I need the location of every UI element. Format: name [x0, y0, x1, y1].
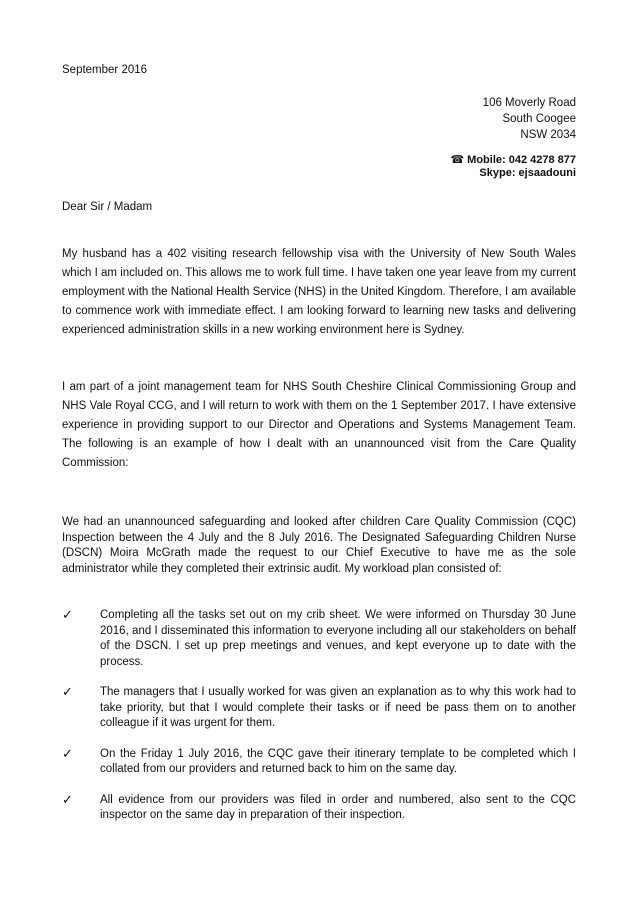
salutation: Dear Sir / Madam: [62, 201, 153, 213]
contact-details: [450, 154, 576, 180]
checkmark-icon: ✓: [62, 792, 73, 808]
checkmark-icon: ✓: [62, 685, 73, 700]
mobile-number: Mobile: 042 4278 877: [467, 154, 576, 166]
list-item: [62, 793, 576, 824]
list-item-text: On the Friday 1 July 2016, the CQC gave their itinerary template to be completed which I collated from our providers and returned back to him on the same day.: [100, 747, 576, 775]
list-item: [62, 608, 576, 670]
paragraph-experience: I am part of a joint management team for NHS South Cheshire Clinical Commissioning Group and NHS Vale Royal CCG, and I will return to work with them on the 1 September 2017. I have extensive experience in providing support to our Director and Operations and Systems Management Team. The following is an example of how I dealt with an unannounced visit from the Care Quality Commission:: [62, 381, 576, 469]
paragraph-visa: My husband has a 402 visiting research fellowship visa with the University of New South Wales which I am included on. This allows me to work full time. I have taken one year leave from my current employment with the National Health Service (NHS) in the United Kingdom. Therefore, I am available to commence work with immediate effect. I am looking forward to learning new tasks and delivering experienced administration skills in a new working environment here is Sydney.: [62, 248, 576, 336]
checkmark-icon: ✓: [62, 608, 73, 623]
skype-id: Skype: ejsaadouni: [479, 167, 576, 179]
sender-address: [483, 95, 576, 143]
address-line: 106 Moverly Road: [482, 97, 576, 109]
checkmark-icon: ✓: [62, 746, 73, 762]
address-line: NSW 2034: [520, 129, 576, 141]
mobile-line: [450, 154, 576, 167]
list-item: [62, 747, 576, 778]
workload-list: [62, 608, 576, 839]
list-item: [62, 685, 576, 732]
list-item-text: The managers that I usually worked for was given an explanation as to why this work had to take priority, but that I would complete their tasks or if need be pass them on to another colleague if it was urgent for them.: [100, 686, 576, 729]
list-item-text: Completing all the tasks set out on my crib sheet. We were informed on Thursday 30 June 2016, and I disseminated this information to everyone including all our stakeholders on behalf of the DSCN. I set up prep meetings and venues, and kept everyone up to date with the process.: [100, 609, 576, 668]
list-item-text: All evidence from our providers was filed in order and numbered, also sent to the CQC inspector on the same day in preparation of their inspection.: [100, 793, 576, 821]
paragraph-cqc-inspection: We had an unannounced safeguarding and looked after children Care Quality Commission (CQC) Inspection between the 4 July and the 8 July 2016. The Designated Safeguarding Children Nurse (DSCN) Moira McGrath made the request to our Chief Executive to have me as the sole administrator while they completed their extrinsic audit. My workload plan consisted of:: [62, 516, 576, 575]
letter-date: September 2016: [62, 64, 148, 76]
address-line: South Coogee: [502, 113, 576, 125]
telephone-icon: ☎: [450, 154, 465, 166]
